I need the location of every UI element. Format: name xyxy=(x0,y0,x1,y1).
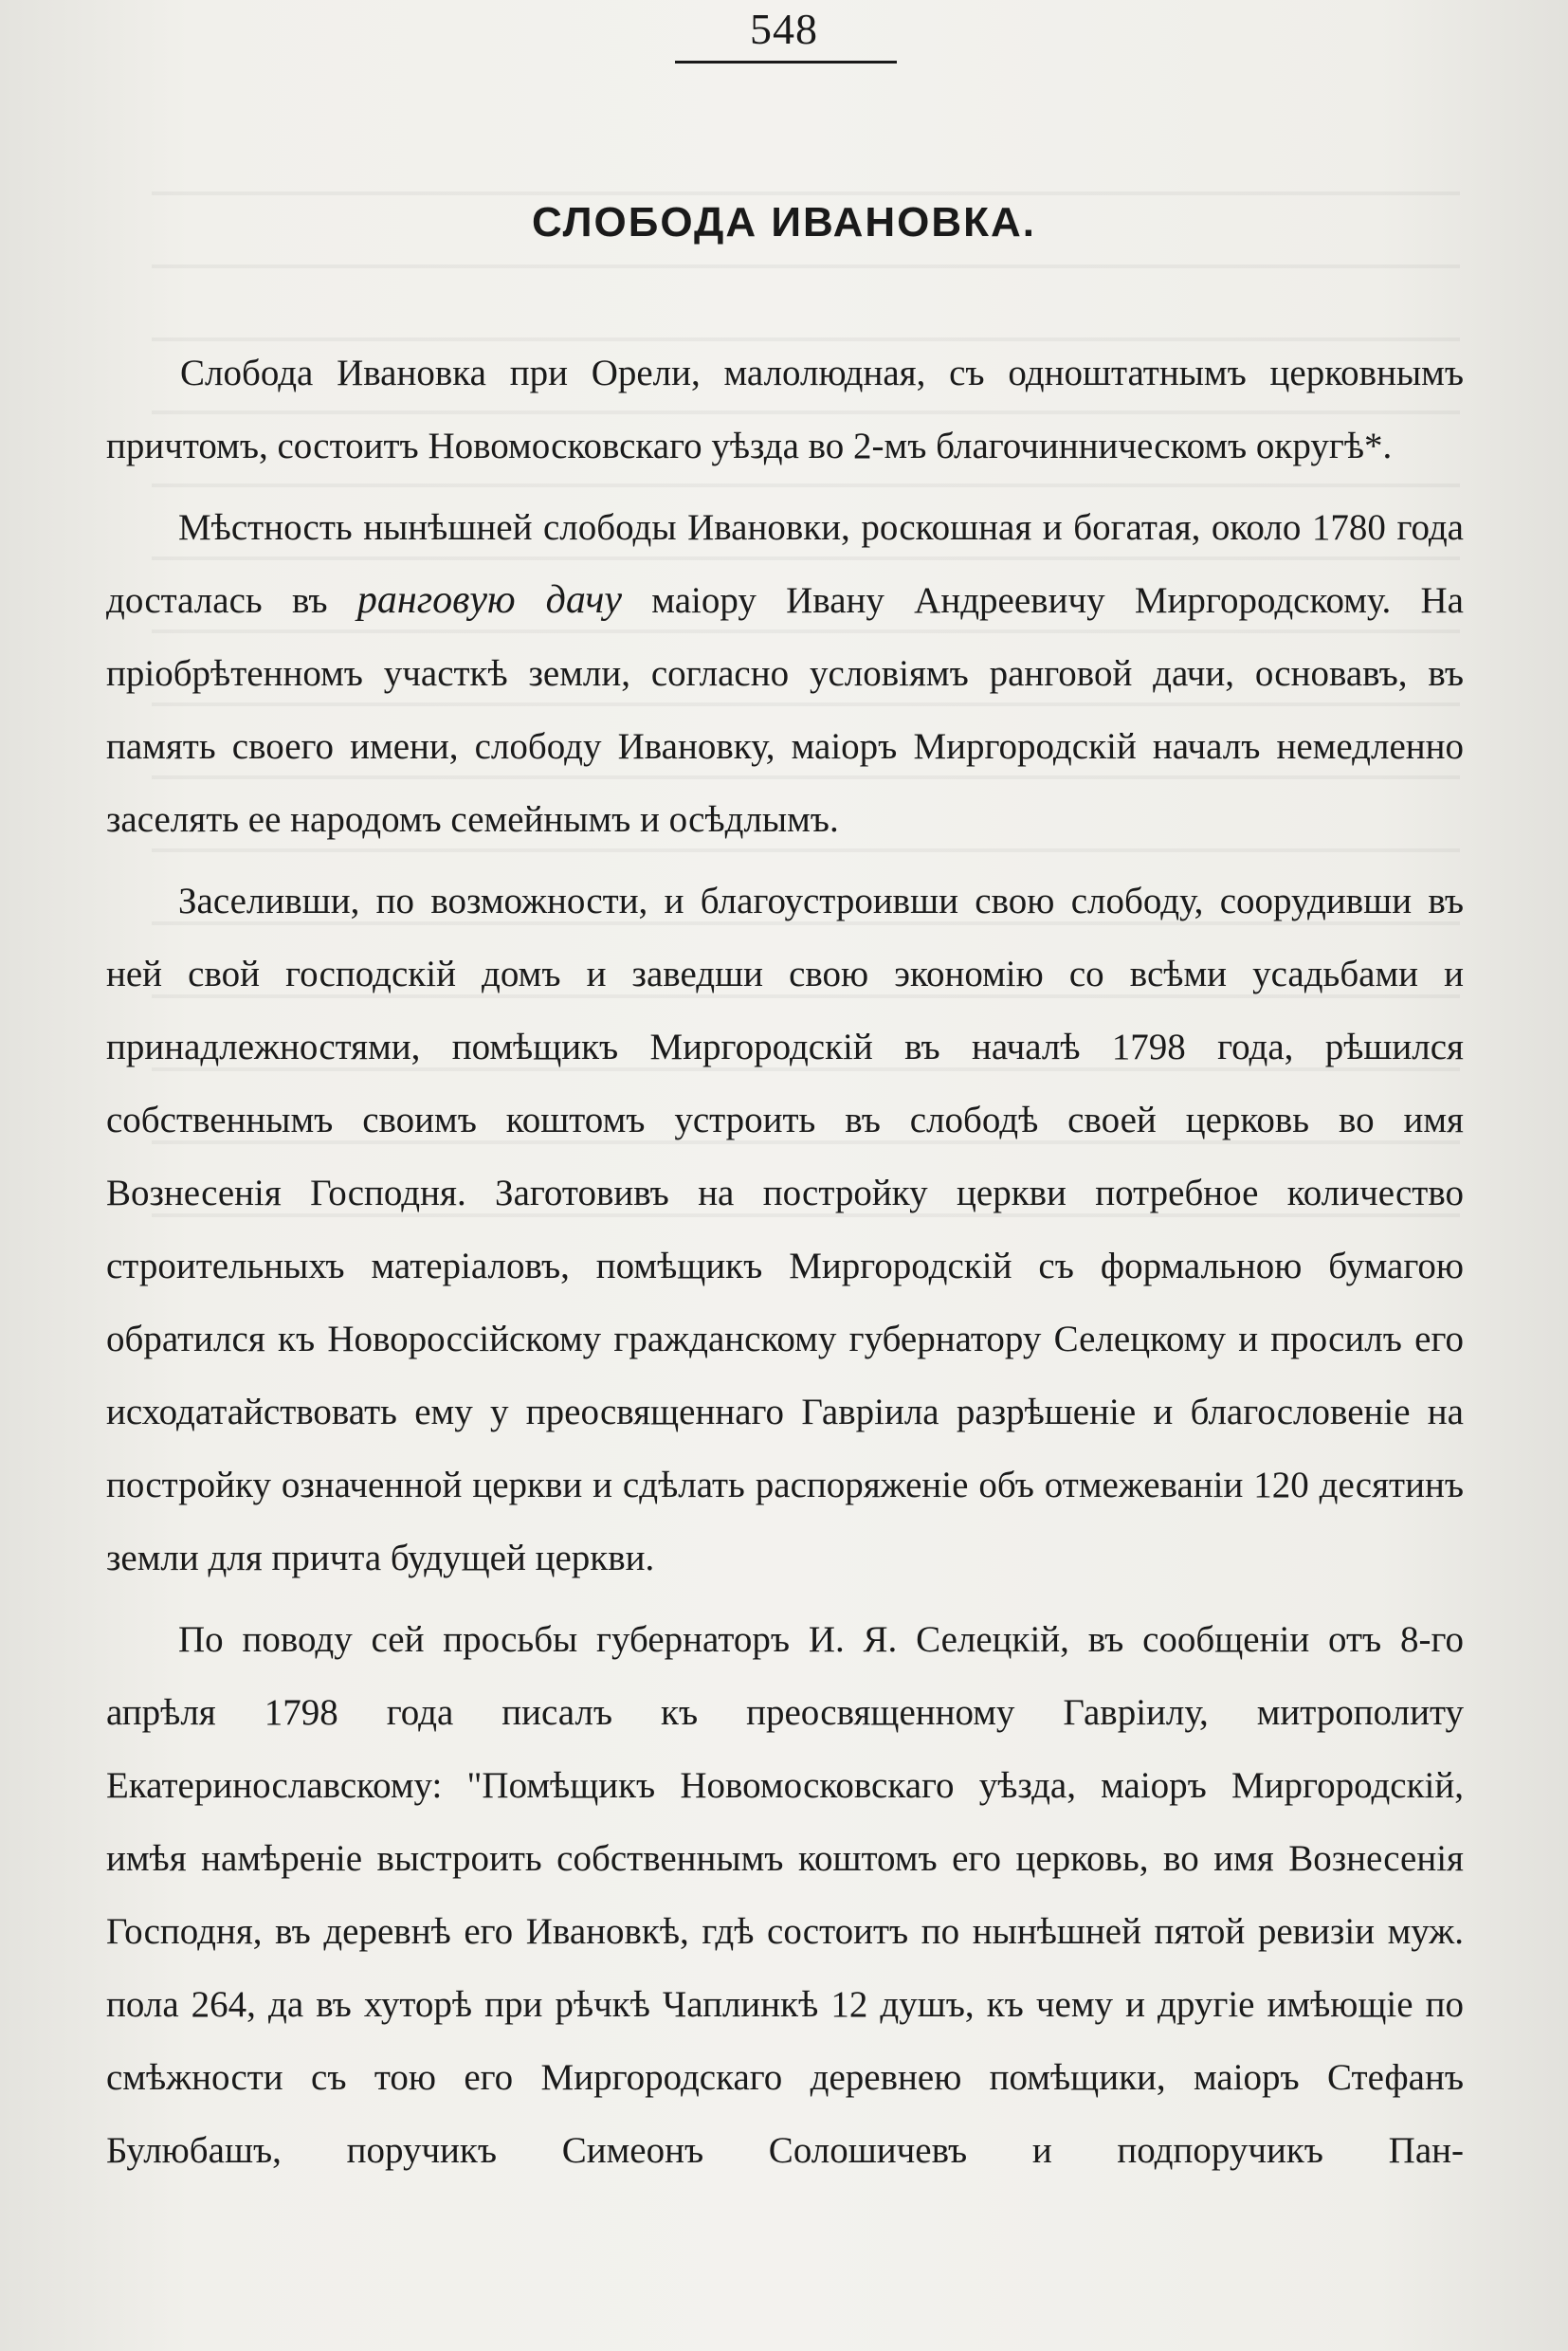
body-text xyxy=(106,337,1464,2187)
paragraph-2-before: Мѣстность нынѣшней слободы Ивановки, роскошная и богатая, около 1780 года досталась въ xyxy=(106,507,1464,621)
paragraph-1: Слобода Ивановка при Орели, малолюдная, съ одноштатнымъ церковнымъ причтомъ, состоитъ Новомосковскаго уѣзда во 2-мъ благочинническомъ округѣ*. xyxy=(106,353,1464,466)
paragraph-2 xyxy=(106,491,1464,856)
paragraph-2-emphasis: ранговую дачу xyxy=(356,578,622,622)
page-number: 548 xyxy=(750,5,818,53)
paragraph-4: По поводу сей просьбы губернаторъ И. Я. Селецкій, въ сообщеніи отъ 8-го апрѣля 1798 года писалъ къ преосвященному Гавріилу, митрополиту Екатеринославскому: "Помѣщикъ Новомосковскаго уѣзда, маіоръ Миргородскій, имѣя намѣреніе выстроить собственнымъ коштомъ его церковь, во имя Вознесенія Господня, въ деревнѣ его Ивановкѣ, гдѣ состоитъ по нынѣшней пятой ревизіи муж. пола 264, да въ хуторѣ при рѣчкѣ Чаплинкѣ 12 душъ, къ чему и другіе имѣющіе по смѣжности съ тою его Миргородскаго деревнею помѣщики, маіоръ Стефанъ Булюбашъ, поручикъ Симеонъ Солошичевъ и подпоручикъ Пан- xyxy=(106,1619,1464,2171)
paragraph-3: Заселивши, по возможности, и благоустроивши свою слободу, соорудивши въ ней свой господскій домъ и заведши свою экономію со всѣми усадьбами и принадлежностями, помѣщикъ Миргородскій въ началѣ 1798 года, рѣшился собственнымъ своимъ коштомъ устроить въ слободѣ своей церковь во имя Вознесенія Господня. Заготовивъ на постройку церкви потребное количество строительныхъ матеріаловъ, помѣщикъ Миргородскій съ формальною бумагою обратился къ Новороссійскому гражданскому губернатору Селецкому и просилъ его исходатайствовать ему у преосвященнаго Гавріила разрѣшеніе и благословеніе на постройку означенной церкви и сдѣлать распоряженіе объ отмежеваніи 120 десятинъ земли для причта будущей церкви. xyxy=(106,881,1464,1578)
page-number-rule xyxy=(675,61,897,64)
page-title: СЛОБОДА ИВАНОВКА. xyxy=(531,199,1036,246)
paragraph-2-after: маіору Ивану Андреевичу Миргородскому. На пріобрѣтенномъ участкѣ земли, согласно условіямъ ранговой дачи, основавъ, въ память своего имени, слободу Ивановку, маіоръ Миргородскій началъ немедленно заселять ее народомъ семейнымъ и осѣдлымъ. xyxy=(106,580,1464,840)
